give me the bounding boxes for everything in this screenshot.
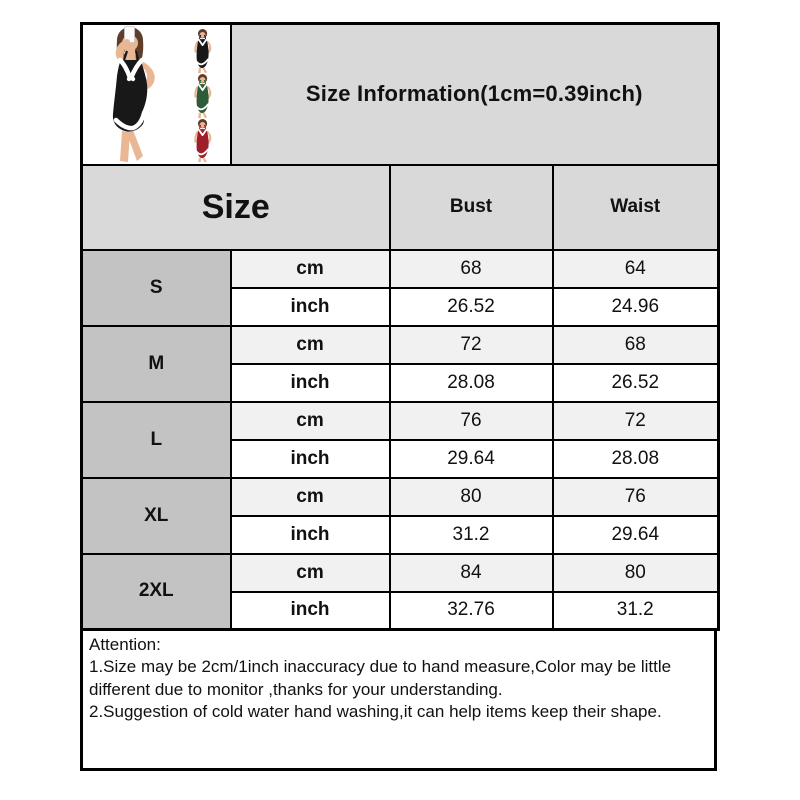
table-row-xl-cm xyxy=(82,478,719,516)
size-label-l: L xyxy=(82,402,231,478)
unit-label: inch xyxy=(231,440,390,478)
column-header-bust: Bust xyxy=(390,165,553,250)
attention-note-2: 2.Suggestion of cold water hand washing,it can help items keep their shape. xyxy=(89,702,662,722)
product-photo xyxy=(83,26,228,162)
table-row-2xl-cm xyxy=(82,554,719,592)
attention-title: Attention: xyxy=(89,635,161,654)
table-row-l-cm xyxy=(82,402,719,440)
bust-value: 28.08 xyxy=(390,364,553,402)
waist-value: 64 xyxy=(553,250,719,288)
unit-label: cm xyxy=(231,554,390,592)
table-row-s-cm xyxy=(82,250,719,288)
size-label-m: M xyxy=(82,326,231,402)
bust-value: 32.76 xyxy=(390,592,553,630)
waist-value: 31.2 xyxy=(553,592,719,630)
size-chart-page xyxy=(80,22,717,771)
table-header-row xyxy=(82,165,719,250)
size-information-title: Size Information(1cm=0.39inch) xyxy=(305,81,643,107)
waist-value: 28.08 xyxy=(553,440,719,478)
unit-label: inch xyxy=(231,288,390,326)
bust-value: 80 xyxy=(390,478,553,516)
size-label-xl: XL xyxy=(82,478,231,554)
unit-label: inch xyxy=(231,592,390,630)
unit-label: inch xyxy=(231,516,390,554)
table-row-m-cm xyxy=(82,326,719,364)
waist-value: 68 xyxy=(553,326,719,364)
table-row-title xyxy=(82,24,719,165)
attention-note xyxy=(80,628,717,771)
waist-value: 26.52 xyxy=(553,364,719,402)
unit-label: inch xyxy=(231,364,390,402)
column-header-size: Size xyxy=(82,165,390,250)
waist-value: 24.96 xyxy=(553,288,719,326)
bust-value: 76 xyxy=(390,402,553,440)
unit-label: cm xyxy=(231,326,390,364)
size-label-s: S xyxy=(82,250,231,326)
size-table xyxy=(80,22,720,631)
bust-value: 31.2 xyxy=(390,516,553,554)
unit-label: cm xyxy=(231,478,390,516)
bust-value: 29.64 xyxy=(390,440,553,478)
attention-note-1: 1.Size may be 2cm/1inch inaccuracy due to hand measure,Color may be little different due to monitor ,thanks for your understanding. xyxy=(89,657,672,699)
waist-value: 80 xyxy=(553,554,719,592)
column-header-waist: Waist xyxy=(553,165,719,250)
bust-value: 68 xyxy=(390,250,553,288)
bust-value: 84 xyxy=(390,554,553,592)
bust-value: 26.52 xyxy=(390,288,553,326)
unit-label: cm xyxy=(231,250,390,288)
waist-value: 76 xyxy=(553,478,719,516)
waist-value: 72 xyxy=(553,402,719,440)
unit-label: cm xyxy=(231,402,390,440)
product-photo-cell xyxy=(82,24,231,165)
bust-value: 72 xyxy=(390,326,553,364)
size-information-title-cell xyxy=(231,24,719,165)
waist-value: 29.64 xyxy=(553,516,719,554)
size-label-2xl: 2XL xyxy=(82,554,231,630)
